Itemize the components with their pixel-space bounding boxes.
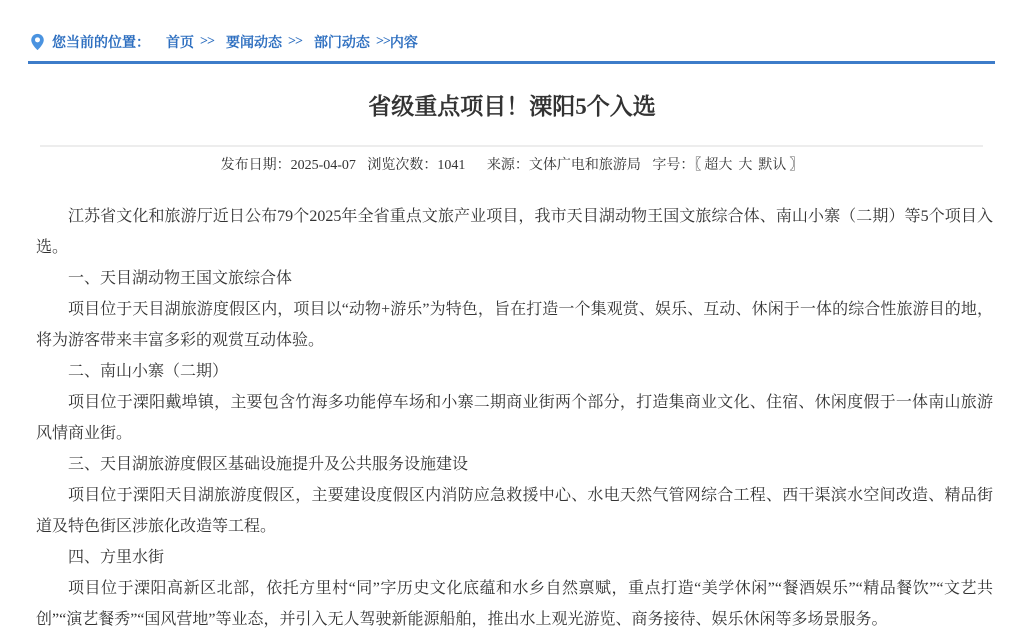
font-size-bracket-open: 〖 <box>694 158 702 173</box>
article-paragraph-intro: 江苏省文化和旅游厅近日公布79个2025年全省重点文旅产业项目，我市天目湖动物王国文旅综合体、南山小寨（二期）等5个项目入选。 <box>36 208 993 256</box>
breadcrumb-item-department[interactable]: 部门动态 <box>313 36 370 51</box>
location-pin-icon <box>30 33 45 51</box>
article-section-heading-1: 一、天目湖动物王国文旅综合体 <box>68 270 293 287</box>
article-section-heading-2: 二、南山小寨（二期） <box>68 363 229 380</box>
breadcrumb <box>30 32 996 52</box>
source-value: 文体广电和旅游局 <box>528 158 641 173</box>
breadcrumb-item-news[interactable]: 要闻动态 <box>225 36 282 51</box>
publish-date-value: 2025-04-07 <box>290 158 356 173</box>
breadcrumb-item-content[interactable]: 内容 <box>389 36 418 51</box>
font-size-option-xlarge[interactable]: 超大 <box>704 158 733 173</box>
article-section-heading-3: 三、天目湖旅游度假区基础设施提升及公共服务设施建设 <box>68 456 469 473</box>
publish-date-label: 发布日期： <box>220 158 291 173</box>
views-label: 浏览次数： <box>367 158 438 173</box>
article-paragraph-project-3: 项目位于溧阳天目湖旅游度假区，主要建设度假区内消防应急救援中心、水电天然气管网综合工程、西干渠滨水空间改造、精品街道及特色街区涉旅化改造等工程。 <box>36 487 993 535</box>
article-section-heading-4: 四、方里水街 <box>68 549 165 566</box>
font-size-option-large[interactable]: 大 <box>738 158 753 173</box>
breadcrumb-item-home[interactable]: 首页 <box>166 36 194 51</box>
breadcrumb-separator: >> <box>200 34 214 49</box>
article-body <box>36 201 993 635</box>
title-divider <box>40 145 983 147</box>
source-label: 来源： <box>486 158 529 173</box>
breadcrumb-separator: >> <box>287 34 302 49</box>
article-paragraph-project-1: 项目位于天目湖旅游度假区内，项目以“动物+游乐”为特色，旨在打造一个集观赏、娱乐、互动、休闲于一体的综合性旅游目的地，将为游客带来丰富多彩的观赏互动体验。 <box>36 301 993 349</box>
breadcrumb-divider <box>28 61 995 64</box>
font-size-option-default[interactable]: 默认 <box>758 158 787 173</box>
article-paragraph-project-4: 项目位于溧阳高新区北部，依托方里村“同”字历史文化底蕴和水乡自然禀赋，重点打造“美学休闲”“餐酒娱乐”“精品餐饮”“文艺共创”“演艺餐秀”“国风营地”等业态，并引入无人驾驶新能源船舶，推出水上观光游览、商务接待、娱乐休闲等多场景服务。 <box>36 580 993 628</box>
breadcrumb-label: 您当前的位置： <box>52 36 150 51</box>
views-value: 1041 <box>437 158 466 173</box>
font-size-bracket-close: 〗 <box>789 158 804 173</box>
breadcrumb-separator: >> <box>375 34 390 49</box>
article-meta <box>0 156 1024 175</box>
page-title: 省级重点项目！溧阳5个入选 <box>368 94 656 119</box>
font-size-label: 字号： <box>652 158 695 173</box>
article-paragraph-project-2: 项目位于溧阳戴埠镇，主要包含竹海多功能停车场和小寨二期商业街两个部分，打造集商业文化、住宿、休闲度假于一体南山旅游风情商业街。 <box>36 394 993 442</box>
